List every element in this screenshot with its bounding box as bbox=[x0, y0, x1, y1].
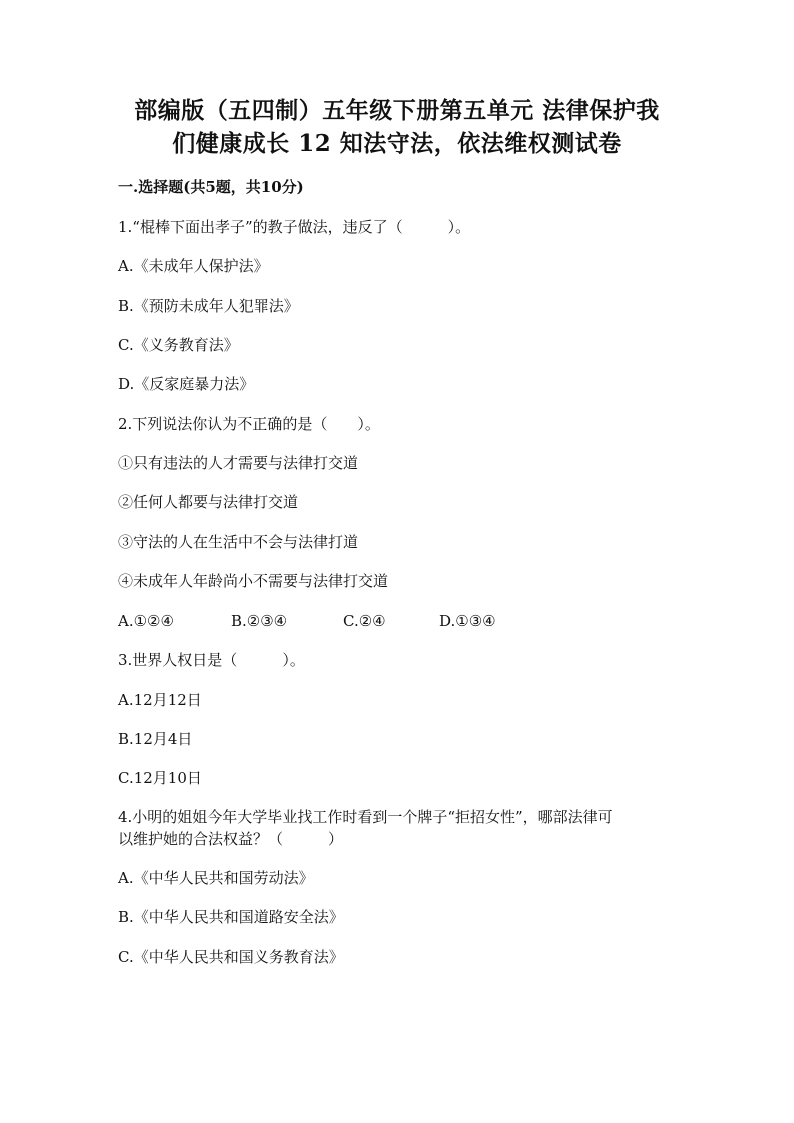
question-4-stem-line-2: 以维护她的合法权益？（ ） bbox=[118, 830, 344, 848]
question-1-option-c: C.《义务教育法》 bbox=[118, 336, 239, 354]
question-4-option-a: A.《中华人民共和国劳动法》 bbox=[118, 869, 314, 887]
question-3-option-a: A.12月12日 bbox=[118, 691, 202, 709]
question-2-option-b: B.②③④ bbox=[231, 612, 288, 630]
question-2-statement-3: ③守法的人在生活中不会与法律打道 bbox=[118, 533, 359, 551]
question-2-statement-1: ①只有违法的人才需要与法律打交道 bbox=[118, 454, 359, 472]
exam-title-line-1: 部编版（五四制）五年级下册第五单元 法律保护我 bbox=[134, 97, 660, 124]
question-1-option-b: B.《预防未成年人犯罪法》 bbox=[118, 297, 299, 315]
question-4-stem-line-1: 4.小明的姐姐今年大学毕业找工作时看到一个牌子“拒招女性”，哪部法律可 bbox=[118, 808, 613, 826]
question-1-option-d: D.《反家庭暴力法》 bbox=[118, 375, 255, 393]
question-2-statement-4: ④未成年人年龄尚小不需要与法律打交道 bbox=[118, 572, 389, 590]
question-2-option-d: D.①③④ bbox=[439, 612, 496, 630]
question-2-statement-2: ②任何人都要与法律打交道 bbox=[118, 493, 299, 511]
question-3-stem: 3.世界人权日是（ ）。 bbox=[118, 651, 305, 669]
question-4-option-b: B.《中华人民共和国道路安全法》 bbox=[118, 908, 344, 926]
section-heading: 一.选择题(共5题，共10分) bbox=[118, 178, 304, 196]
exam-title-line-2: 们健康成长 12 知法守法，依法维权测试卷 bbox=[172, 130, 622, 157]
question-3-option-c: C.12月10日 bbox=[118, 769, 202, 787]
question-2-option-c: C.②④ bbox=[343, 612, 386, 630]
question-1-stem: 1.“棍棒下面出孝子”的教子做法，违反了（ ）。 bbox=[118, 218, 471, 236]
question-2-option-a: A.①②④ bbox=[118, 612, 174, 630]
question-3-option-b: B.12月4日 bbox=[118, 730, 193, 748]
question-2-stem: 2.下列说法你认为不正确的是（ ）。 bbox=[118, 415, 380, 433]
question-1-option-a: A.《未成年人保护法》 bbox=[118, 257, 269, 275]
question-4-option-c: C.《中华人民共和国义务教育法》 bbox=[118, 948, 344, 966]
